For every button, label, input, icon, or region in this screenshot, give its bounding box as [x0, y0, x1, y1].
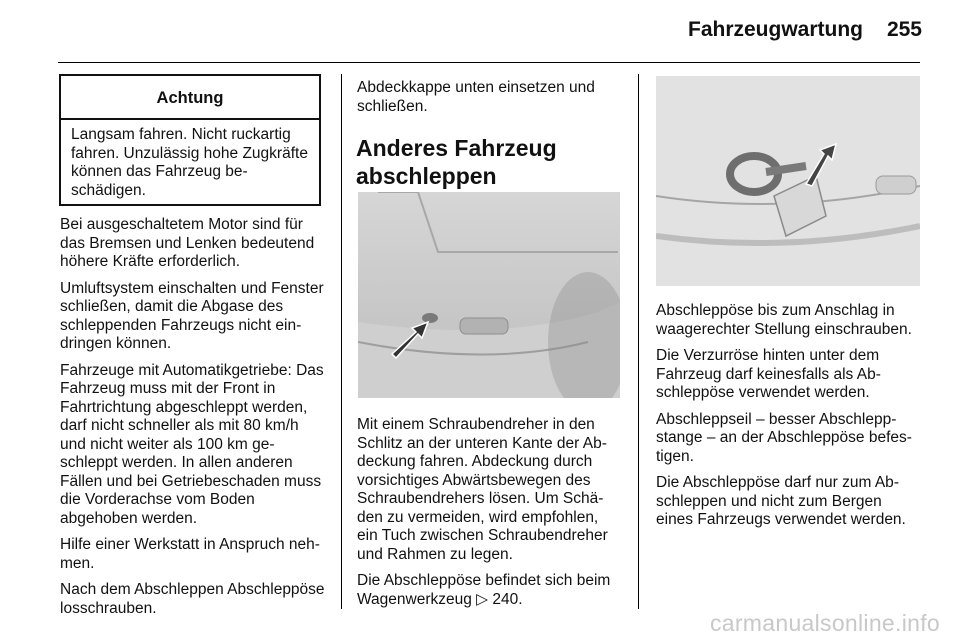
rear-bumper-drawing — [358, 192, 620, 398]
page-number: 255 — [886, 18, 922, 41]
warning-title: Achtung — [61, 76, 319, 120]
towing-eye-drawing — [656, 76, 920, 286]
paragraph: Hilfe einer Werkstatt in Anspruch nehmen. — [60, 536, 320, 572]
paragraph: Die Abschleppöse befindet sich beim Wagenwerkzeug ▷ 240. — [357, 572, 611, 608]
warning-box — [59, 74, 321, 206]
paragraph: Umluftsystem einschalten und Fenster schließen, damit die Abgase des schleppenden Fahrzeugs nicht eindringen können. — [60, 279, 324, 352]
paragraph: Abdeckkappe unten einsetzen und schließen. — [357, 79, 595, 115]
column-2-text — [357, 416, 623, 617]
page-title: Fahrzeugwartung — [688, 18, 864, 41]
column-divider-left — [341, 74, 342, 609]
paragraph: Nach dem Abschleppen Abschleppöse losschrauben. — [60, 581, 325, 617]
paragraph: Die Verzurröse hinten unter dem Fahrzeug darf keinesfalls als Abschleppöse verwendet werden. — [656, 347, 881, 401]
column-3-text — [656, 302, 922, 538]
header-rule — [58, 62, 920, 63]
column-divider-right — [638, 74, 639, 609]
paragraph: Fahrzeuge mit Automatikgetriebe: Das Fahrzeug muss mit der Front in Fahrtrichtung abgeschleppt werden, darf nicht schneller als mit 80 km/h und nicht weiter als 100 km geschleppt werden. In allen anderen Fällen und bei Getriebeschaden muss die Vorderachse vom Boden abgehoben werden. — [60, 361, 324, 527]
paragraph: Bei ausgeschaltetem Motor sind für das Bremsen und Lenken bedeutend höhere Kräfte erforderlich. — [60, 216, 315, 270]
paragraph: Mit einem Schraubendreher in den Schlitz an der unteren Kante der Abdeckung fahren. Abdeckung durch vorsichtiges Abwärtsbewegen des Schraubendrehers lösen. Um Schäden zu vermeiden, wird empfohlen, ein Tuch zwischen Schraubendreher und Rahmen zu legen. — [357, 416, 608, 563]
paragraph: Die Abschleppöse darf nur zum Abschleppen und nicht zum Bergen eines Fahrzeugs verwendet werden. — [656, 474, 906, 528]
column-2-intro — [357, 79, 619, 124]
towing-eye-illustration — [656, 76, 920, 286]
rear-bumper-illustration — [358, 192, 620, 398]
warning-text: Langsam fahren. Nicht ruckartig fahren. Unzulässig hohe Zugkräfte können das Fahrzeug beschädigen. — [71, 126, 308, 199]
column-1-text — [60, 216, 326, 626]
paragraph: Abschleppöse bis zum Anschlag in waagerechter Stellung einschrauben. — [656, 302, 912, 338]
watermark: carmanualsonline.info — [709, 610, 940, 636]
section-heading: Anderes Fahrzeug abschleppen — [356, 135, 557, 189]
paragraph: Abschleppseil – besser Abschleppstange – an der Abschleppöse befestigen. — [656, 410, 912, 465]
